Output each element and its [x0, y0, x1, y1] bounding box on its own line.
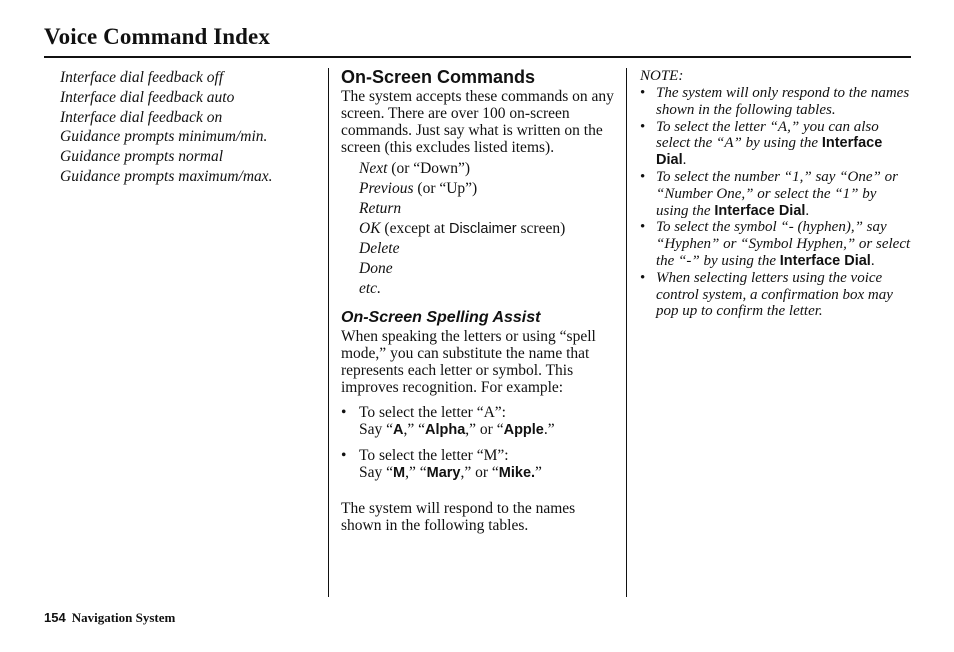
- note-item: • To select the number “1,” say “One” or “Number One,” or select the “1” by using the Interface Dial.: [640, 168, 898, 219]
- bullet-icon: •: [640, 219, 646, 236]
- title-rule: [44, 56, 911, 58]
- bullet-icon: •: [341, 404, 347, 421]
- bullet-icon: •: [640, 118, 646, 135]
- spelling-example-list: [341, 404, 617, 482]
- note-heading: NOTE:: [640, 68, 684, 84]
- bullet-icon: •: [640, 168, 646, 185]
- command-item: Guidance prompts minimum/min.: [60, 128, 268, 146]
- list-item: • To select the letter “A”: Say “A,” “Alpha,” or “Apple.”: [341, 404, 555, 438]
- command-item: Interface dial feedback on: [60, 108, 223, 126]
- subsection-heading: On-Screen Spelling Assist: [341, 309, 541, 326]
- footer-label: Navigation System: [71, 610, 176, 625]
- onscreen-commands-section: [341, 66, 617, 534]
- command-item: Previous (or “Up”): [359, 180, 478, 197]
- subsection-intro: When speaking the letters or using “spell mode,” you can substitute the name that represents each letter or symbol. This improves recognition. For example:: [341, 328, 596, 396]
- command-item: Interface dial feedback off: [60, 69, 224, 86]
- command-item: Guidance prompts maximum/max.: [60, 167, 273, 185]
- note-item: • The system will only respond to the names shown in the following tables.: [640, 85, 910, 118]
- command-item: OK (except at Disclaimer screen): [359, 220, 566, 237]
- section-intro: The system accepts these commands on any screen. There are over 100 on-screen commands. Just say what is written on the screen (this excludes listed items).: [341, 88, 614, 156]
- list-item: • To select the letter “M”: Say “M,” “Mary,” or “Mike.”: [341, 447, 542, 481]
- left-command-list: [60, 68, 320, 187]
- column-divider-2: [626, 68, 627, 597]
- section-outro: The system will respond to the names shown in the following tables.: [341, 500, 576, 534]
- bullet-icon: •: [640, 269, 646, 286]
- page-title: Voice Command Index: [44, 24, 270, 49]
- note-section: [640, 68, 912, 320]
- note-item: • When selecting letters using the voice control system, a confirmation box may pop up to confirm the letter.: [640, 269, 893, 320]
- command-item: etc.: [359, 280, 381, 297]
- command-item: Done: [359, 260, 393, 277]
- page-number: 154: [44, 610, 66, 625]
- page-footer: [44, 610, 175, 626]
- section-heading: On-Screen Commands: [341, 67, 536, 87]
- onscreen-command-list: [359, 159, 617, 299]
- note-item: • To select the letter “A,” you can also select the “A” by using the Interface Dial.: [640, 118, 883, 169]
- bullet-icon: •: [640, 85, 646, 101]
- note-item: • To select the symbol “- (hyphen),” say “Hyphen” or “Symbol Hyphen,” or select the “-” by using the Interface Dial.: [640, 219, 911, 269]
- command-item: Delete: [359, 240, 400, 257]
- command-item: Guidance prompts normal: [60, 148, 224, 166]
- command-item: Interface dial feedback auto: [60, 88, 235, 106]
- command-item: Return: [359, 200, 402, 217]
- command-item: Next (or “Down”): [359, 160, 471, 177]
- column-divider-1: [328, 68, 329, 597]
- bullet-icon: •: [341, 447, 347, 464]
